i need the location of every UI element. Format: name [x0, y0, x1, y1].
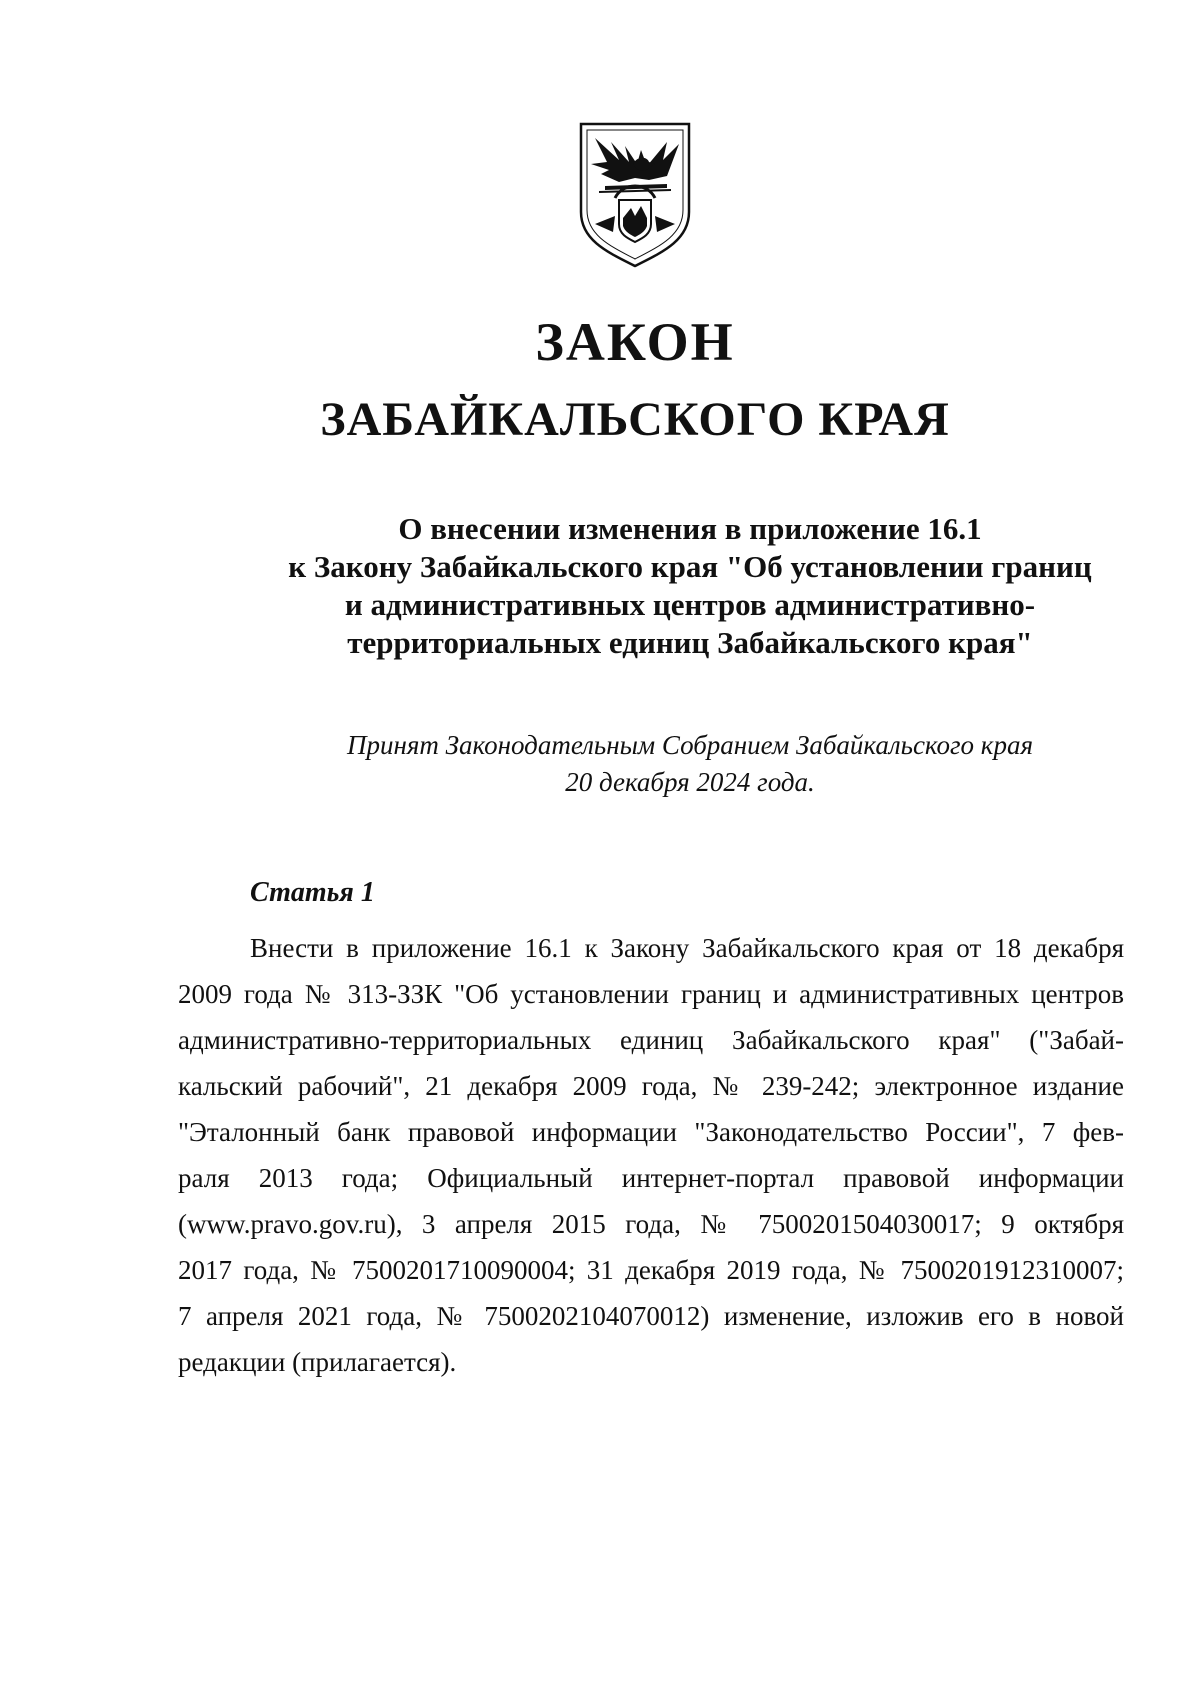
adoption-date: 20 декабря 2024 года. [565, 767, 815, 797]
body-line: кальский рабочий", 21 декабря 2009 года, № 239-242; электронное издание [178, 1071, 1124, 1101]
subject-line: к Закону Забайкальского края "Об установлении границ [288, 549, 1092, 584]
body-line: редакции (прилагается). [178, 1347, 457, 1377]
subject-line: О внесении изменения в приложение 16.1 [398, 511, 982, 546]
law-subject [240, 510, 1140, 662]
subject-line: территориальных единиц Забайкальского края" [347, 625, 1033, 660]
title-region: ЗАБАЙКАЛЬСКОГО КРАЯ [320, 393, 950, 446]
coat-of-arms-icon [575, 120, 695, 270]
body-line: (www.pravo.gov.ru), 3 апреля 2015 года, № 7500201504030017; 9 октября [178, 1209, 1124, 1239]
body-line: раля 2013 года; Официальный интернет-портал правовой информации [178, 1163, 1124, 1193]
article-body [178, 925, 1124, 1385]
body-line: 2009 года № 313-ЗЗК "Об установлении границ и административных центров [178, 979, 1124, 1009]
law-title [0, 310, 1200, 452]
adoption-note [240, 727, 1140, 801]
subject-line: и административных центров административно- [344, 587, 1036, 622]
body-line: 2017 года, № 7500201710090004; 31 декабря 2019 года, № 7500201912310007; [178, 1255, 1124, 1285]
body-line: "Эталонный банк правовой информации "Законодательство России", 7 фев- [178, 1117, 1124, 1147]
body-line: Внести в приложение 16.1 к Закону Забайкальского края от 18 декабря [250, 933, 1124, 963]
body-line: 7 апреля 2021 года, № 7500202104070012) изменение, изложив его в новой [178, 1301, 1124, 1331]
article-heading: Статья 1 [250, 877, 375, 908]
title-law: ЗАКОН [535, 312, 735, 372]
adoption-line: Принят Законодательным Собранием Забайкальского края [346, 730, 1033, 760]
body-line: административно-территориальных единиц Забайкальского края" ("Забай- [178, 1025, 1124, 1055]
